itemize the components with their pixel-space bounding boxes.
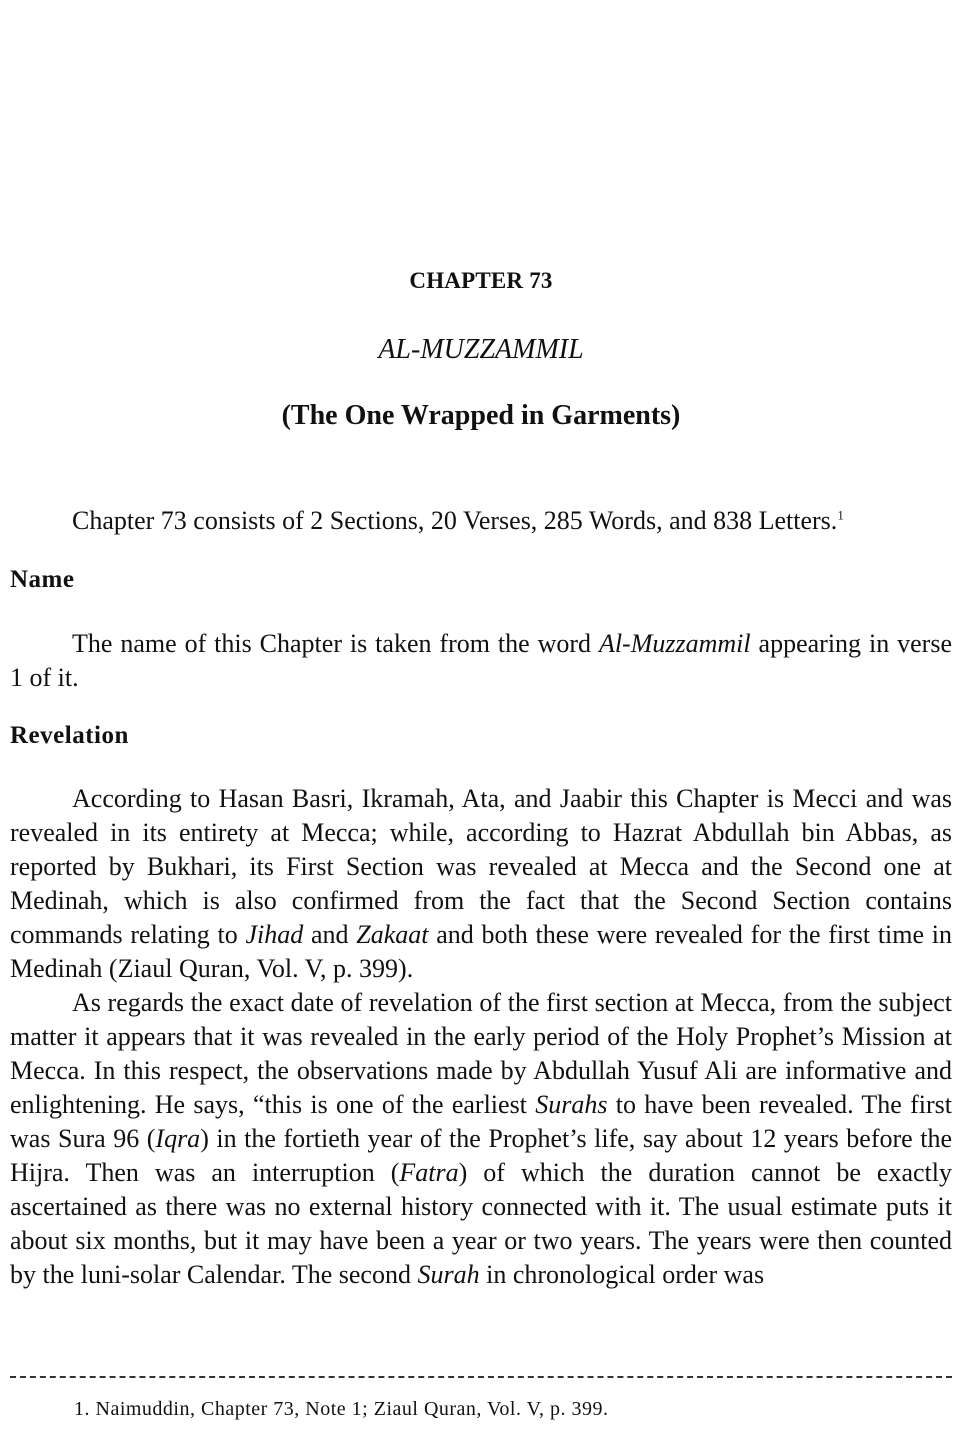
term-zakaat: Zakaat bbox=[356, 920, 429, 949]
intro-paragraph bbox=[10, 504, 952, 538]
section-heading-revelation: Revelation bbox=[10, 722, 129, 749]
footnote-divider bbox=[10, 1376, 952, 1378]
rev1-text-a: According to Hasan Basri, Ikramah, Ata, and Jaabir this Chapter is Mecci and was revealed in its entirety at Mecca; while, according to Hazrat Abdullah bin Abbas, as reported by Bukhari, its First Section was revealed at Mecca and the Second one at Medinah, which is also confirmed from the fact that the Second Section contains commands relating to bbox=[10, 784, 952, 949]
rev2-text-b: to have been revealed. The first was Sura 96 ( bbox=[10, 1090, 953, 1153]
revelation-paragraph-2 bbox=[10, 986, 952, 1292]
chapter-subtitle: (The One Wrapped in Garments) bbox=[281, 400, 681, 431]
section-heading-name: Name bbox=[10, 566, 75, 593]
term-surahs: Surahs bbox=[535, 1090, 608, 1119]
rev2-text-c: ) in the fortieth year of the Prophet’s life, say about 12 years before the Hijra. Then was an interruption ( bbox=[10, 1124, 952, 1187]
chapter-title: AL-MUZZAMMIL bbox=[378, 334, 584, 365]
name-paragraph bbox=[10, 627, 952, 695]
term-surah: Surah bbox=[417, 1260, 480, 1289]
rev1-text-b: and bbox=[303, 920, 357, 949]
name-term: Al-Muzzammil bbox=[598, 629, 751, 658]
chapter-number: CHAPTER 73 bbox=[409, 268, 553, 293]
revelation-paragraphs bbox=[10, 782, 952, 1292]
name-text-b: appearing in verse 1 of it. bbox=[10, 629, 952, 692]
rev2-text-e: in chronological order was bbox=[479, 1260, 765, 1289]
term-jihad: Jihad bbox=[245, 920, 304, 949]
rev2-text-a: As regards the exact date of revelation of the first section at Mecca, from the subject matter it appears that it was revealed in the early period of the Holy Prophet’s Mission at Mecca. In this respect, the observations made by Abdullah Yusuf Ali are informative and enlightening. He says, “this is one of the earliest bbox=[10, 988, 952, 1119]
book-page bbox=[10, 0, 952, 1430]
intro-text: Chapter 73 consists of 2 Sections, 20 Verses, 285 Words, and 838 Letters. bbox=[72, 506, 838, 535]
footnote: 1. Naimuddin, Chapter 73, Note 1; Ziaul Quran, Vol. V, p. 399. bbox=[74, 1398, 609, 1420]
rev2-text-d: ) of which the duration cannot be exactly ascertained as there was no external history connected with it. The usual estimate puts it about six months, but it may have been a year or two years. The years were then counted by the luni-solar Calendar. The second bbox=[10, 1158, 952, 1289]
name-text-a: The name of this Chapter is taken from the word bbox=[72, 629, 599, 658]
rev1-text-c: and both these were revealed for the first time in Medinah (Ziaul Quran, Vol. V, p. 399). bbox=[10, 920, 953, 983]
term-fatra: Fatra bbox=[399, 1158, 459, 1187]
revelation-paragraph-1 bbox=[10, 782, 952, 986]
term-iqra: Iqra bbox=[155, 1124, 201, 1153]
footnote-reference: 1 bbox=[837, 507, 844, 523]
